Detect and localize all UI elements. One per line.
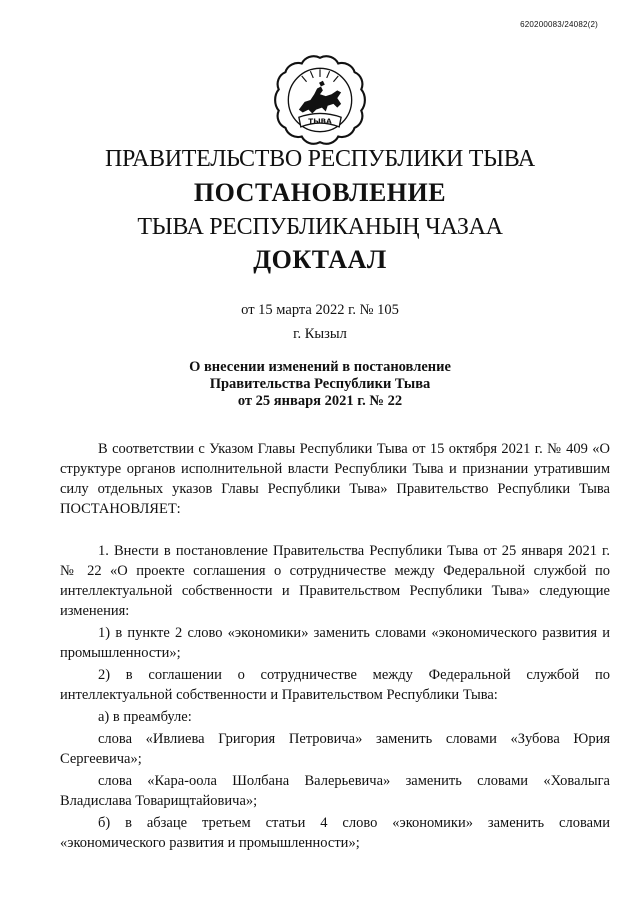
city: г. Кызыл [293, 326, 347, 342]
subitem-2b-paragraph: б) в абзаце третьем статьи 4 слово «экономики» заменить словами «экономического развития и промышленности»; [60, 815, 610, 851]
subitem-2-paragraph: 2) в соглашении о сотрудничестве между Федеральной службой по интеллектуальной собственности и Правительством Республики Тыва: [60, 667, 610, 703]
date-and-number: от 15 марта 2022 г. № 105 [241, 302, 399, 318]
document-subject [0, 359, 640, 410]
government-title-tyv: ТЫВА РЕСПУБЛИКАНЫҢ ЧАЗАА [137, 214, 503, 240]
document-id: 620200083/24082(2) [520, 20, 598, 29]
subitem-2a-paragraph: а) в преамбуле: [98, 709, 192, 725]
subject-line: от 25 января 2021 г. № 22 [237, 393, 403, 409]
preamble-paragraph: В соответствии с Указом Главы Республики Тыва от 15 октября 2021 г. № 409 «О структуре органов исполнительной власти Республики Тыва и признании утратившим силу отдельных указов Главы Республики Тыва» Правительство Республики Тыва ПОСТАНОВЛЯЕТ: [60, 441, 610, 517]
document-body [60, 439, 610, 853]
subitem-2a-first-replacement: слова «Ивлиева Григория Петровича» заменить словами «Зубова Юрия Сергеевича»; [60, 731, 610, 767]
document-type-tyv: ДОКТААЛ [253, 245, 387, 274]
document-type-ru: ПОСТАНОВЛЕНИЕ [193, 178, 447, 207]
subitem-1-paragraph: 1) в пункте 2 слово «экономики» заменить словами «экономического развития и промышленности»; [60, 625, 610, 661]
emblem-text: ТЫВА [308, 116, 332, 126]
item-1-paragraph: 1. Внести в постановление Правительства Республики Тыва от 25 января 2021 г. № 22 «О проекте соглашения о сотрудничестве между Федеральной службой по интеллектуальной собственности и Правительством Республики Тыва» следующие изменения: [60, 543, 610, 619]
subject-line: О внесении изменений в постановление [189, 359, 451, 375]
subitem-2a-second-replacement: слова «Кара-оола Шолбана Валерьевича» заменить словами «Ховалыга Владислава Товарищтайовича»; [60, 773, 610, 809]
coat-of-arms-icon [272, 52, 368, 148]
government-title-ru: ПРАВИТЕЛЬСТВО РЕСПУБЛИКИ ТЫВА [105, 146, 535, 172]
subject-line: Правительства Республики Тыва [209, 376, 431, 392]
